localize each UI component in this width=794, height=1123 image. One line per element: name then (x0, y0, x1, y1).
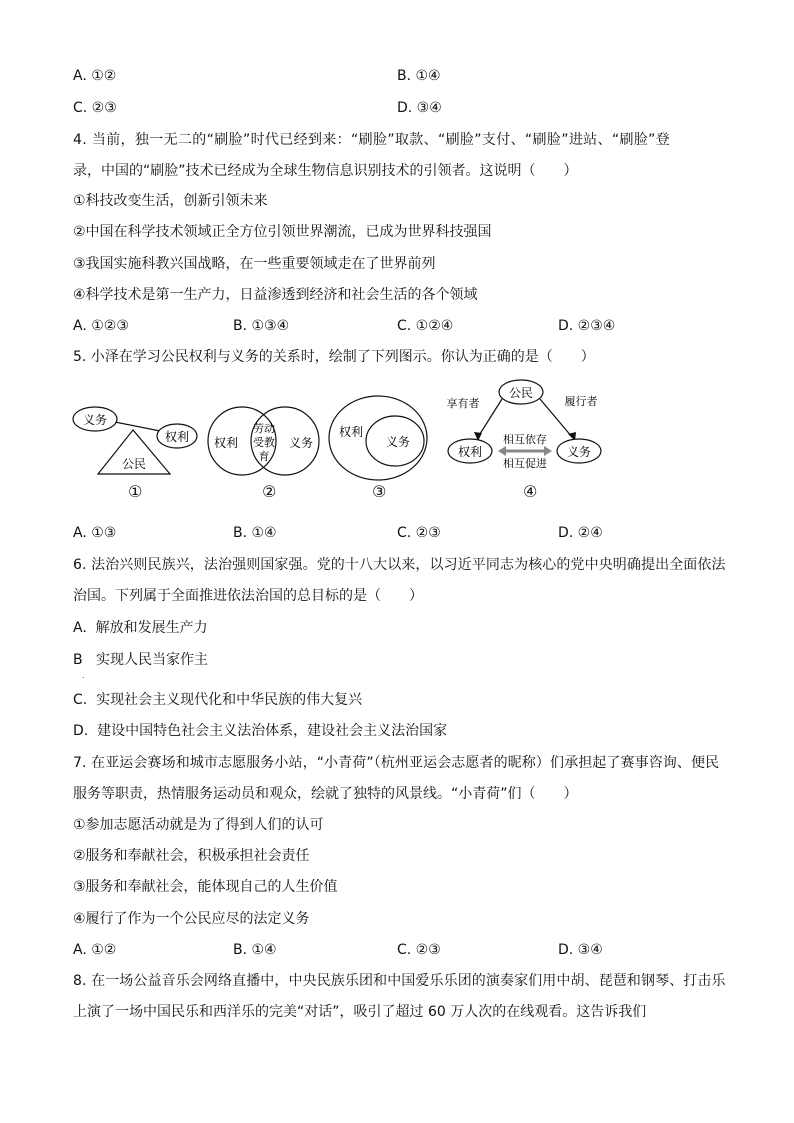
q4-item-3: ③我国实施科教兴国战略，在一些重要领域走在了世界前列 (73, 256, 436, 272)
fig2-right-label: 义务 (288, 436, 314, 450)
fig4-left-label: 权利 (457, 445, 483, 459)
q4-stem-line2: 录，中国的“刷脸”技术已经成为全球生物信息识别技术的引领者。这说明（ ） (73, 163, 578, 179)
q4-item-1: ①科技改变生活，创新引领未来 (73, 193, 268, 209)
q7-item-2: ②服务和奉献社会，积极承担社会责任 (73, 848, 310, 864)
q3-option-b: B. ①④ (397, 68, 441, 84)
fig1-number: ① (128, 482, 143, 501)
q6-option-a: A. 解放和发展生产力 (73, 620, 208, 636)
fig4-top-label: 公民 (508, 386, 534, 400)
fig3-outer-label: 权利 (338, 425, 364, 439)
q8-stem-line2: 上演了一场中国民乐和西洋乐的完美“对话”，吸引了超过 60 万人次的在线观看。这告诉我们 (73, 1004, 647, 1020)
q5-option-b: B. ①④ (233, 525, 277, 541)
q5-option-c: C. ②③ (397, 525, 441, 541)
q4-stem-line1: 4. 当前，独一无二的“刷脸”时代已经到来：“刷脸”取款、“刷脸”支付、“刷脸”进站、“刷脸”登 (73, 132, 671, 148)
fig4-left-role: 享有者 (446, 397, 480, 410)
fig1-base-label: 公民 (121, 457, 147, 471)
fig2-number: ② (262, 482, 277, 501)
q7-item-3: ③服务和奉献社会，能体现自己的人生价值 (73, 879, 338, 895)
q4-option-c: C. ①②④ (397, 318, 454, 334)
fig2-overlap-line2: 受教 (253, 436, 275, 449)
fig3-inner-label: 义务 (385, 435, 411, 449)
stray-dot: . (82, 671, 85, 680)
q7-stem-line2: 服务等职责，热情服务运动员和观众，绘就了独特的风景线。“小青荷”们（ ） (73, 786, 578, 802)
q7-option-a: A. ①② (73, 942, 117, 958)
q7-item-1: ①参加志愿活动就是为了得到人们的认可 (73, 817, 324, 833)
fig2-left-label: 权利 (213, 436, 239, 450)
fig4-right-role: 履行者 (564, 395, 598, 408)
fig1-seesaw (73, 407, 197, 474)
q6-option-b: B 实现人民当家作主 (73, 652, 208, 668)
fig2-overlap-line3: 育 (258, 450, 270, 463)
fig1-right-label: 权利 (164, 430, 190, 444)
fig4-mid-top: 相互依存 (503, 433, 547, 446)
q4-option-a: A. ①②③ (73, 318, 129, 334)
q4-item-2: ②中国在科学技术领域正全方位引领世界潮流，已成为世界科技强国 (73, 224, 492, 240)
q7-option-d: D. ③④ (558, 942, 603, 958)
q4-option-d: D. ②③④ (558, 318, 616, 334)
q7-item-4: ④履行了作为一个公民应尽的法定义务 (73, 911, 310, 927)
fig4-right-label: 义务 (566, 445, 592, 459)
q5-option-d: D. ②④ (558, 525, 603, 541)
fig4-number: ④ (523, 482, 538, 501)
q7-stem-line1: 7. 在亚运会赛场和城市志愿服务小站，“小青荷”（杭州亚运会志愿者的昵称）们承担起了赛事咨询、便民 (73, 755, 720, 771)
fig1-left-label: 义务 (82, 413, 108, 427)
q6-stem-line1: 6. 法治兴则民族兴，法治强则国家强。党的十八大以来，以习近平同志为核心的党中央明确提出全面依法 (73, 557, 726, 573)
q4-option-b: B. ①③④ (233, 318, 290, 334)
q6-option-c: C. 实现社会主义现代化和中华民族的伟大复兴 (73, 692, 363, 708)
fig3-number: ③ (372, 482, 387, 501)
fig4-mid-bottom: 相互促进 (503, 457, 547, 470)
q3-option-c: C. ②③ (73, 100, 117, 116)
fig3-nested (329, 396, 427, 480)
q3-option-a: A. ①② (73, 68, 117, 84)
fig4-relation (447, 380, 602, 470)
q7-option-b: B. ①④ (233, 942, 277, 958)
fig2-venn (208, 407, 319, 475)
q5-stem: 5. 小泽在学习公民权利与义务的关系时，绘制了下列图示。你认为正确的是（ ） (73, 349, 595, 365)
q6-stem-line2: 治国。下列属于全面推进依法治国的总目标的是（ ） (73, 588, 423, 604)
q7-option-c: C. ②③ (397, 942, 441, 958)
q5-option-a: A. ①③ (73, 525, 117, 541)
q8-stem-line1: 8. 在一场公益音乐会网络直播中，中央民族乐团和中国爱乐乐团的演奏家们用中胡、琵琶和钢琴、打击乐 (73, 973, 726, 989)
q4-item-4: ④科学技术是第一生产力，日益渗透到经济和社会生活的各个领域 (73, 287, 478, 303)
q3-option-d: D. ③④ (397, 100, 442, 116)
fig2-overlap-line1: 劳动 (253, 422, 275, 435)
q6-option-d: D. 建设中国特色社会主义法治体系，建设社会主义法治国家 (73, 723, 448, 739)
